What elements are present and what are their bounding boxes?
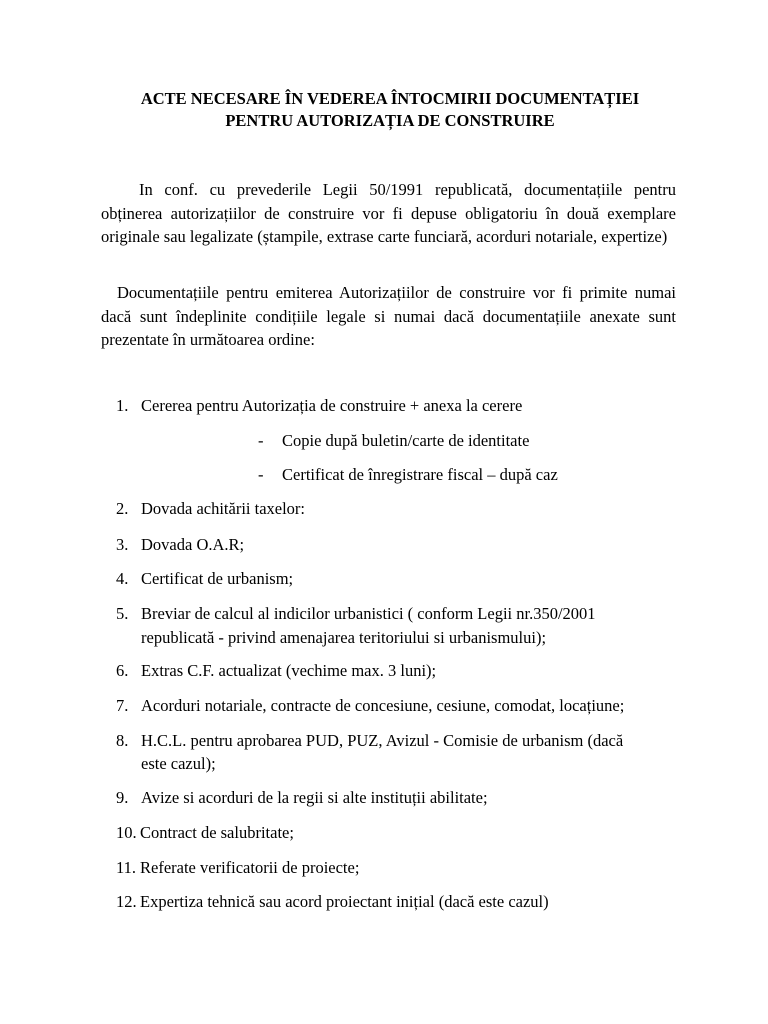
list-text: Contract de salubritate; [140, 823, 294, 842]
list-text: Cererea pentru Autorizația de construire + anexa la cerere [141, 396, 523, 415]
list-text: Extras C.F. actualizat (vechime max. 3 luni); [141, 661, 437, 680]
conditions-paragraph: Documentațiile pentru emiterea Autorizațiilor de construire vor fi primite numai dacă sunt îndeplinite condițiile legale si numai dacă documentațiile anexate sunt prezentate în următoarea ordine: [101, 283, 676, 349]
list-number: 2. [116, 499, 129, 518]
sub-item-dash: - [258, 465, 264, 484]
list-text: Acorduri notariale, contracte de concesiune, cesiune, comodat, locațiune; [141, 696, 625, 715]
list-number: 6. [116, 661, 129, 680]
list-number: 4. [116, 569, 129, 588]
list-text-line-2: republicată - privind amenajarea teritoriului si urbanismului); [141, 628, 547, 647]
intro-paragraph: In conf. cu prevederile Legii 50/1991 republicată, documentațiile pentru obținerea autorizațiilor de construire vor fi depuse obligatoriu în două exemplare originale sau legalizate (ștampile, extrase carte funciară, acorduri notariale, expertize) [101, 180, 676, 246]
list-text-line-2: este cazul); [141, 754, 216, 773]
list-text: Certificat de urbanism; [141, 569, 294, 588]
list-number: 1. [116, 396, 129, 415]
list-number: 5. [116, 604, 129, 623]
sub-item-text: Copie după buletin/carte de identitate [282, 431, 530, 450]
list-text: Expertiza tehnică sau acord proiectant inițial (dacă este cazul) [140, 892, 549, 911]
list-number: 7. [116, 696, 129, 715]
list-text: Dovada O.A.R; [141, 535, 245, 554]
sub-item-text: Certificat de înregistrare fiscal – după caz [282, 465, 558, 484]
list-number: 10. [116, 823, 137, 842]
list-number: 3. [116, 535, 129, 554]
list-text: Dovada achitării taxelor: [141, 499, 306, 518]
list-text-line-1: Breviar de calcul al indicilor urbanistici ( conform Legii nr.350/2001 [141, 604, 596, 623]
list-number: 12. [116, 892, 137, 911]
list-text-line-1: H.C.L. pentru aprobarea PUD, PUZ, Avizul - Comisie de urbanism (dacă [141, 731, 624, 750]
list-text: Avize si acorduri de la regii si alte instituții abilitate; [141, 788, 488, 807]
document-title-line-1: ACTE NECESARE ÎN VEDEREA ÎNTOCMIRII DOCUMENTAȚIEI [140, 89, 640, 108]
list-number: 9. [116, 788, 129, 807]
list-text: Referate verificatorii de proiecte; [140, 858, 360, 877]
sub-item-dash: - [258, 431, 264, 450]
list-number: 11. [116, 858, 137, 877]
document-title-line-2: PENTRU AUTORIZAȚIA DE CONSTRUIRE [225, 111, 555, 130]
list-number: 8. [116, 731, 129, 750]
